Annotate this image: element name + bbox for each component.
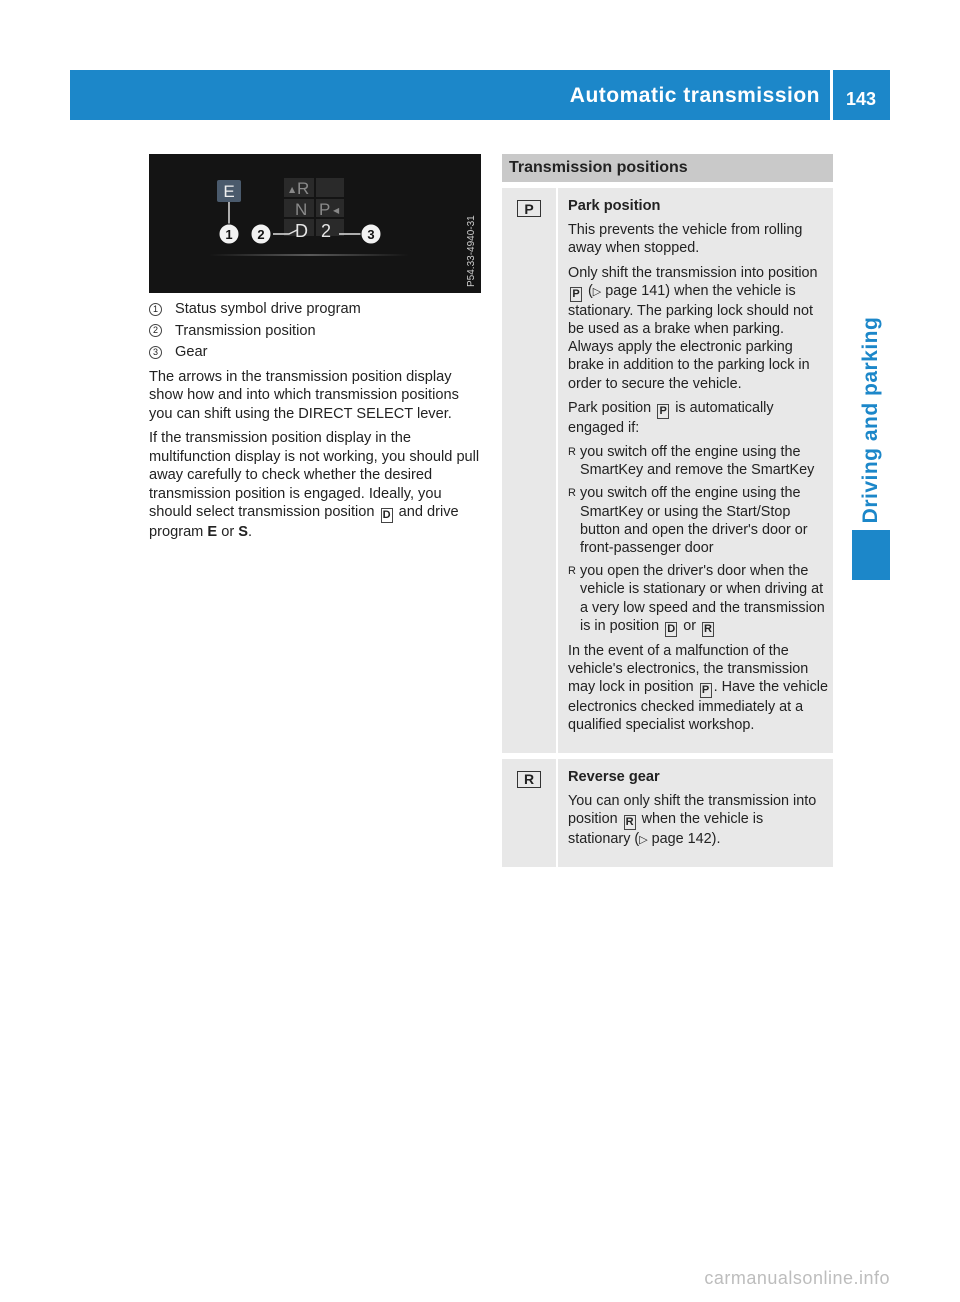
text-span: You can only shift the transmission into position (568, 792, 817, 828)
text-span: . (247, 524, 253, 540)
table-header: Transmission positions (502, 154, 833, 182)
position-key-r: R (624, 815, 636, 830)
header-separator (830, 70, 833, 120)
list-item (568, 443, 828, 479)
text-span: or (221, 524, 235, 540)
transmission-display-figure (149, 154, 481, 293)
text-span: when the vehicle is stationary ( (568, 811, 764, 848)
symbol-cell (502, 188, 558, 753)
gear-number: 2 (321, 221, 332, 241)
park-paragraph-2 (568, 264, 828, 393)
paragraph-display-failure (149, 429, 483, 542)
text-span: . Have the vehicle electronics checked immediately at a qualified specialist workshop. (568, 679, 828, 734)
text-span: page 141) when the vehicle is stationary. The parking lock should not be used as a brake when parking. Always apply the electronic parking brake in addition to the parking lock in order to secure the vehicle. (568, 282, 814, 392)
position-key-d: D (665, 622, 677, 637)
position-p: P (319, 200, 331, 219)
callout-1: 1 (225, 227, 233, 242)
bullet-icon: R (568, 565, 576, 578)
table-row-reverse (502, 753, 833, 868)
text-span: you open the driver's door when the vehicle is stationary or when driving at a very low speed and the transmission is in position (580, 563, 825, 634)
text-span: Park position (568, 399, 652, 416)
table-row-park (502, 182, 833, 753)
bullet-icon: R (568, 446, 576, 459)
legend-number: 1 (149, 303, 162, 316)
text-span: ( (588, 282, 593, 299)
text-span: If the transmission position display in the multifunction display is not working, you should pull away carefully to check whether the desired transmission position is engaged. Ideally, you should select transmission position (149, 430, 480, 520)
text-span: In the event of a malfunction of the vehicle's electronics, the transmission may lock in position (568, 642, 809, 696)
footer-watermark[interactable]: carmanualsonline.info (704, 1268, 890, 1288)
position-n: N (295, 200, 308, 219)
page-ref-arrow-icon: ▷ (592, 285, 602, 298)
list-item-text: you switch off the engine using the SmartKey or using the Start/Stop button and open the driver's door or front-passenger door (580, 485, 808, 557)
chapter-title: Automatic transmission (569, 84, 820, 107)
page-ref-arrow-icon: ▷ (639, 834, 648, 847)
legend-item (149, 300, 483, 319)
list-item-text: you switch off the engine using the SmartKey and remove the SmartKey (580, 444, 815, 479)
description-cell (558, 188, 833, 753)
position-key-d: D (381, 508, 393, 523)
position-key-r: R (702, 622, 714, 637)
position-r: R (297, 179, 310, 198)
position-key-p: P (700, 683, 712, 698)
park-paragraph-4 (568, 642, 828, 735)
text-span: is automatically engaged if: (568, 399, 774, 436)
side-tab-label: Driving and parking (859, 316, 882, 524)
legend-item (149, 322, 483, 341)
text-span: page 142). (651, 831, 721, 848)
position-d: D (295, 221, 308, 241)
text-span: and drive program (149, 504, 459, 540)
reverse-symbol: R (517, 771, 541, 788)
description-cell (558, 759, 833, 868)
left-column (149, 300, 483, 542)
list-item (568, 562, 828, 637)
position-key-p: P (657, 404, 669, 419)
park-paragraph-1: This prevents the vehicle from rolling away when stopped. (568, 222, 803, 257)
arrow-left-icon: ◀ (333, 206, 340, 215)
bullet-icon: R (568, 487, 576, 500)
transmission-positions-table (502, 154, 833, 867)
program-letter: E (223, 182, 235, 201)
row-title: Park position (568, 198, 661, 214)
program-s: S (238, 524, 248, 540)
arrow-up-icon: ▲ (289, 185, 296, 194)
paragraph-arrows: The arrows in the transmission position display show how and into which transmission positions you can shift using the DIRECT SELECT lever. (149, 368, 459, 422)
park-symbol: P (517, 200, 541, 217)
program-e: E (207, 524, 218, 540)
list-item (568, 484, 828, 557)
position-key-p: P (570, 287, 582, 302)
legend-text: Status symbol drive program (175, 301, 361, 317)
page-number: 143 (846, 89, 877, 109)
legend-number: 3 (149, 346, 162, 359)
legend-text: Transmission position (175, 322, 316, 339)
text-span: Only shift the transmission into position (568, 264, 818, 281)
symbol-cell (502, 759, 558, 868)
legend-text: Gear (175, 344, 208, 360)
side-tab-marker (852, 530, 890, 580)
legend-item (149, 343, 483, 362)
list-item-text (580, 562, 828, 637)
callout-2: 2 (257, 227, 265, 242)
figure-code: P54.33-4940-31 (466, 215, 477, 287)
callout-3: 3 (367, 227, 375, 242)
reverse-paragraph-1 (568, 792, 828, 849)
legend-number: 2 (149, 324, 162, 337)
park-paragraph-3 (568, 399, 828, 437)
row-title: Reverse gear (568, 768, 660, 785)
text-span: or (683, 617, 696, 634)
